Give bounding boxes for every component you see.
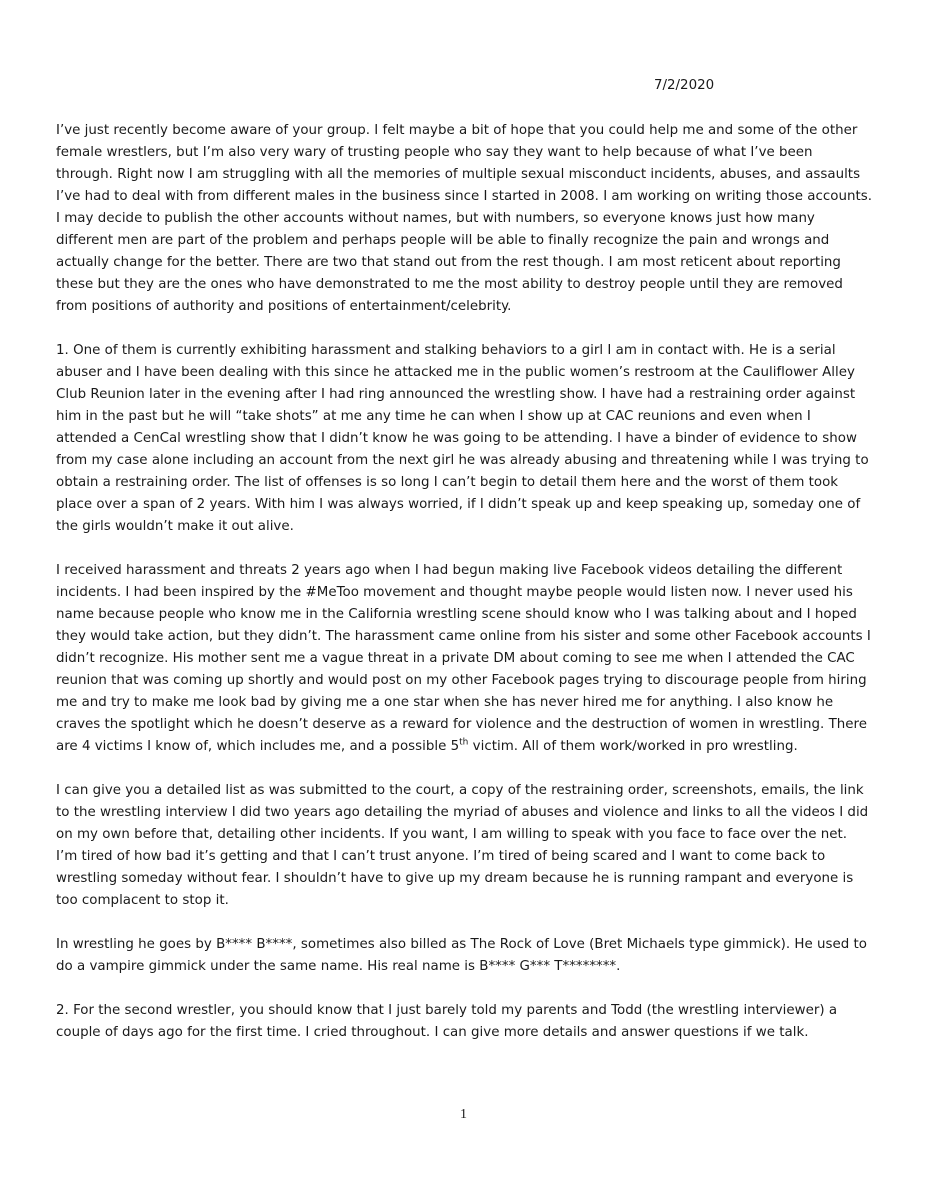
ordinal-suffix: th	[459, 737, 469, 748]
letter-date: 7/2/2020	[654, 78, 715, 93]
paragraph-second-wrestler: 2. For the second wrestler, you should know that I just barely told my parents and Todd (the wrestling interviewer) a couple of days ago for the first time. I cried throughout. I can give more details and answer questions if we talk.	[56, 1003, 838, 1040]
paragraph-wrestler-name: In wrestling he goes by B**** B****, sometimes also billed as The Rock of Love (Bret Michaels type gimmick). He used to do a vampire gimmick under the same name. His real name is B**** G*** T********.	[56, 937, 867, 974]
paragraph-harassment-text: I received harassment and threats 2 years ago when I had begun making live Facebook videos detailing the different incidents. I had been inspired by the #MeToo movement and thought maybe people would listen now. I never used his name because people who know me in the California wrestling scene should know who I was talking about and I hoped they would take action, but they didn’t. The harassment came online from his sister and some other Facebook accounts I didn’t recognize. His mother sent me a vague threat in a private DM about coming to see me when I attended the CAC reunion that was coming up shortly and would post on my other Facebook pages trying to discourage people from hiring me and try to make me look bad by giving me a one star when she has never hired me for anything. I also know he craves the spotlight which he doesn’t deserve as a reward for violence and the destruction of women in wrestling. There are 4 victims I know of, which includes me, and a possible 5	[56, 563, 871, 754]
page-number: 1	[460, 1107, 467, 1122]
paragraph-first-wrestler: 1. One of them is currently exhibiting harassment and stalking behaviors to a girl I am in contact with. He is a serial abuser and I have been dealing with this since he attacked me in the public women’s restroom at the Cauliflower Alley Club Reunion later in the evening after I had ring announced the wrestling show. I have had a restraining order against him in the past but he will “take shots” at me any time he can when I show up at CAC reunions and even when I attended a CenCal wrestling show that I didn’t know he was going to be attending. I have a binder of evidence to show from my case alone including an account from the next girl he was already abusing and threatening while I was trying to obtain a restraining order. The list of offenses is so long I can’t begin to detail them here and the worst of them took place over a span of 2 years. With him I was always worried, if I didn’t speak up and keep speaking up, someday one of the girls wouldn’t make it out alive.	[56, 343, 869, 534]
paragraph-intro: I’ve just recently become aware of your group. I felt maybe a bit of hope that you could help me and some of the other female wrestlers, but I’m also very wary of trusting people who say they want to help because of what I’ve been through. Right now I am struggling with all the memories of multiple sexual misconduct incidents, abuses, and assaults I’ve had to deal with from different males in the business since I started in 2008. I am working on writing those accounts. I may decide to publish the other accounts without names, but with numbers, so everyone knows just how many different men are part of the problem and perhaps people will be able to finally recognize the pain and wrongs and actually change for the better. There are two that stand out from the rest though. I am most reticent about reporting these but they are the ones who have demonstrated to me the most ability to destroy people until they are removed from positions of authority and positions of entertainment/celebrity.	[56, 123, 872, 314]
paragraph-harassment-end: victim. All of them work/worked in pro wrestling.	[468, 739, 798, 754]
paragraph-evidence: I can give you a detailed list as was submitted to the court, a copy of the restraining order, screenshots, emails, the link to the wrestling interview I did two years ago detailing the myriad of abuses and violence and links to all the videos I did on my own before that, detailing other incidents. If you want, I am willing to speak with you face to face over the net. I’m tired of how bad it’s getting and that I can’t trust anyone. I’m tired of being scared and I want to come back to wrestling someday without fear. I shouldn’t have to give up my dream because he is running rampant and everyone is too complacent to stop it.	[56, 783, 869, 908]
letter-body	[56, 120, 872, 1066]
paragraph-harassment	[56, 560, 872, 758]
